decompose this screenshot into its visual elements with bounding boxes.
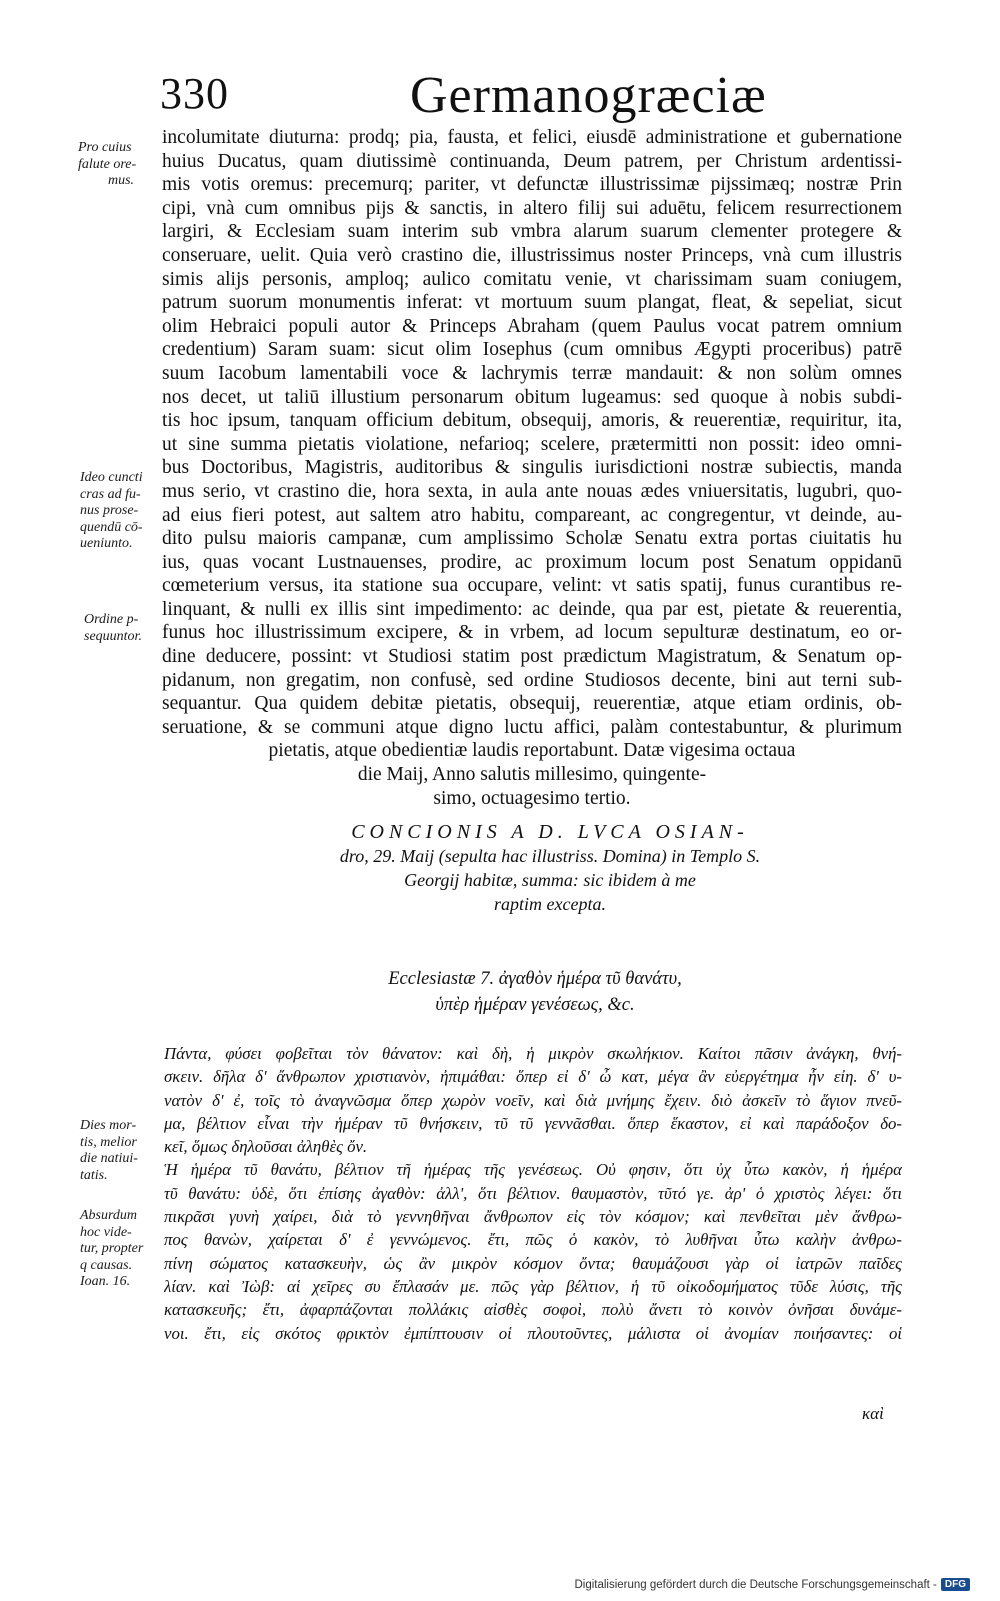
text-line: cipi, vnà cum omnibus pijs & sanctis, in altero filij sui aduētu, felicem resurrectionem xyxy=(162,197,902,219)
greek-line: νατὸν δ' ἐ, τοῖς τὸ ἀναγνῶσμα ὅπερ χωρὸν νοεῖν, καὶ διὰ μνήμης ἔχειν. διὸ ἀσκεῖν τὸ ἅγιον πνεῦ- xyxy=(164,1090,902,1110)
sermon-heading-line: CONCIONIS A D. LVCA OSIAN- xyxy=(351,821,749,843)
margin-note-line: Pro cuius xyxy=(78,140,132,155)
margin-note-line: die natiui- xyxy=(80,1151,138,1166)
text-line: dine deducere, possint: vt Studiosi statim post prædictum Magistratum, & Senatum op- xyxy=(162,646,902,668)
dfg-logo: DFG xyxy=(941,1578,970,1591)
greek-line: σκειν. δῆλα δ' ἄνθρωπον χριστιανὸν, ἠπιμάθαι: ὅπερ εἰ δ' ὦ κατ, μέγα ἂν εὐεργέτημα ἦν εἰη. δ' υ- xyxy=(164,1067,902,1087)
greek-body-text xyxy=(164,1042,902,1345)
text-line: huius Ducatus, quam diutissimè continuanda, Deum patrem, per Christum ardentissi- xyxy=(162,150,902,172)
margin-note-line: mus. xyxy=(108,173,135,188)
credit-text: Digitalisierung gefördert durch die Deutsche Forschungsgemeinschaft - xyxy=(574,1578,937,1591)
digitization-credit xyxy=(574,1578,970,1591)
catchword: καὶ xyxy=(862,1404,884,1423)
text-line: credentium) Saram suam: sicut olim Iosephus (cum omnibus Ægypti proceribus) patrē xyxy=(162,339,902,361)
text-line: ut sine summa pietatis violatione, nefarioq; scelere, prætermitti non possit: ideo omni- xyxy=(162,433,902,455)
text-line: suum Iacobum lamentabili voce & lachrymis terræ mandauit: & non solùm omnes xyxy=(162,362,902,384)
margin-note-line: quendū cō- xyxy=(80,519,143,535)
scripture-line: Ecclesiastæ 7. ἀγαθὸν ἡμέρα τῦ θανάτυ, xyxy=(388,969,682,989)
margin-note-line: hoc vide- xyxy=(80,1224,132,1240)
scripture-citation xyxy=(300,966,770,1018)
greek-line: πίνη σώματος κατασκευὴν, ὡς ἂν μικρὸν κόσμον ὄντα; θαυμάζουσι γὰρ οἱ ἰατρῶν παῖδες xyxy=(164,1253,902,1273)
text-line: seruatione, & se communi atque digno luctu affici, palàm contestabuntur, & plurimum xyxy=(162,716,902,738)
margin-note-line: sequuntor. xyxy=(84,628,142,644)
text-line: funus hoc illustrissimum excipere, & in vrbem, ad locum sepulturæ destinatum, eo or- xyxy=(162,622,902,644)
sermon-heading-line: Georgij habitæ, summa: sic ibidem à me xyxy=(404,870,696,890)
text-line: mis votis oremus: precemurq; pariter, vt defunctæ illustrissimæ pijssimæq; nostræ Prin xyxy=(162,174,902,196)
sermon-heading xyxy=(290,820,810,916)
margin-note-line: ueniunto. xyxy=(80,536,133,551)
text-line: nos decet, ut taliū illustium personarum obitum lugeamus: sed quoque à nobis subdi- xyxy=(162,386,902,408)
text-line: bus Doctoribus, Magistris, auditoribus & singulis iurisdictioni nostræ subiectis, manda xyxy=(162,457,902,479)
margin-note-line: Ordine p- xyxy=(84,612,139,627)
greek-line: τῦ θανάτυ: ὐδὲ, ὅτι ἐπίσης ἀγαθὸν: ἀλλ', ὅτι βέλτιον. θαυμαστὸν, τῦτό γε. ἀρ' ὁ χριστὸς λέγει: ὅτι xyxy=(164,1183,902,1203)
text-line: die Maij, Anno salutis millesimo, quingente- xyxy=(357,764,707,786)
page-number: 330 xyxy=(160,69,229,118)
greek-line: πικρᾶσι γυνὴ χαίρει, διὰ τὸ γεννηθῆναι ἄνθρωπον εἰς τὸν κόσμον; καὶ πενθεῖται μὲν ἄνθρω- xyxy=(164,1207,902,1227)
greek-line: νοι. ἔτι, εἰς σκότος φρικτὸν ἐμπίπτουσιν οἱ πλουτοῦντες, μάλιστα οἱ ἀνομίαν ποιήσαντες: οἱ xyxy=(164,1323,902,1343)
margin-note-line: tis, melior xyxy=(80,1134,137,1150)
margin-note-line: Absurdum xyxy=(80,1208,138,1223)
sermon-heading-line: raptim excepta. xyxy=(494,894,606,914)
greek-line: μα, βέλτιον εἶναι τὴν ἡμέραν τῦ θνήσκειν, τῦ τῦ γεννᾶσθαι. ὅπερ ἕκαστον, εἰ καὶ παράδοξον δο- xyxy=(164,1113,902,1133)
margin-note-line: Dies mor- xyxy=(80,1118,137,1133)
text-line: incolumitate diuturna: prodq; pia, fausta, et felici, eiusdē administratione et gubernatione xyxy=(162,127,902,148)
text-line: mus serio, vt crastino die, hora sexta, in aula ante nouas ædes vniuersitatis, lugubri, quo- xyxy=(162,480,902,502)
margin-note-dies-mortis xyxy=(80,1118,138,1184)
text-line: patrum suorum monumentis inferat: vt mortuum suum plangat, fleat, & sepeliat, sicut xyxy=(162,292,902,314)
text-line: dito pulsu maioris campanæ, cum amplissimo Scholæ Senatu extra portas ciuitatis hu xyxy=(162,528,902,550)
greek-line: Πάντα, φύσει φοβεῖται τὸν θάνατον: καὶ δὴ, ἡ μικρὸν σκωλήκιον. Καίτοι πᾶσιν ἀνάγκη, θνή- xyxy=(164,1044,902,1063)
margin-note-line: Ioan. 16. xyxy=(80,1274,131,1289)
margin-note-line: tur, propter xyxy=(80,1241,144,1256)
greek-line: κεῖ, ὅμως δηλοῦσαι ἀληθὲς ὄν. xyxy=(164,1137,368,1157)
margin-note-line: falute ore- xyxy=(78,156,137,172)
margin-note-pro-cuius xyxy=(78,140,136,190)
page-header xyxy=(160,68,880,128)
text-line: cœmeterium versus, ita statione sua occupare, velint: vt satis spatij, funus curantibus re- xyxy=(162,575,902,597)
margin-note-line: Ideo cuncti xyxy=(80,470,143,485)
margin-note-ideo-cuncti xyxy=(80,470,143,553)
text-line: conseruare, uelit. Quia verò crastino die, illustrissimus noster Princeps, vnà cum illustris xyxy=(162,244,902,266)
text-line: pietatis, atque obedientiæ laudis reportabunt. Datæ vigesima octaua xyxy=(268,740,796,762)
margin-note-ordine xyxy=(84,612,142,645)
greek-line: Ἡ ἡμέρα τῦ θανάτυ, βέλτιον τῆ ἡμέρας τῆς γενέσεως. Οὐ φησιν, ὅτι ὐχ ὗτω κακὸν, ἡ ἡμέρα xyxy=(164,1160,902,1180)
margin-note-absurdum xyxy=(80,1208,143,1291)
text-line: pidanum, non gregatim, non confusè, sed ordine Studiosos decente, bini aut terni sub- xyxy=(162,669,902,691)
greek-line: πος θανὼν, χαίρεται δ' ἐ γεννώμενος. ἔτι, πῶς ὁ κακὸν, τὸ λυθῆναι ὗτω καλὴν ἀνθρω- xyxy=(164,1230,902,1250)
margin-note-line: nus prose- xyxy=(80,503,139,518)
margin-note-line: cras ad fu- xyxy=(80,486,141,502)
greek-line: λίαν. καὶ Ἰὼβ: αἱ χεῖρες συ ἔπλασάν με. πῶς γὰρ βέλτιον, ἡ τῦ οἰκοδομήματος τῦδε λύσις, τῆς xyxy=(164,1276,902,1296)
running-title: Germanogræciæ xyxy=(410,67,767,124)
text-line: sequantur. Qua quidem debitæ pietatis, obsequij, reuerentiæ, atque etiam ordinis, ob- xyxy=(162,693,902,715)
sermon-heading-line: dro, 29. Maij (sepulta hac illustriss. Domina) in Templo S. xyxy=(339,846,761,866)
text-line: simo, octuagesimo tertio. xyxy=(433,787,631,809)
text-line: ad eius fieri potest, aut saltem atro habitu, compareant, ac congregentur, vt deinde, au- xyxy=(162,504,902,526)
margin-note-line: q causas. xyxy=(80,1257,133,1273)
text-line: ius, quas vocant Lustnauenses, prodire, ac proximum locum post Senatum oppidanū xyxy=(162,551,902,573)
text-line: tis hoc ipsum, tanquam officium debitum, obsequij, amoris, & reuerentiæ, requiritur, ita, xyxy=(162,410,902,432)
text-line: simis alijs personis, amploq; aulico comitatu venie, vt charissimam suam coniugem, xyxy=(162,268,902,290)
scripture-line: ὑπὲρ ἡμέραν γενέσεως, &c. xyxy=(435,995,635,1015)
text-line: linquant, & nulli ex illis sint impedimento: ac deinde, qua par est, pietate & reuerentia, xyxy=(162,598,902,620)
greek-line: κατασκευῆς; ἔτι, ἀφαρπάζονται πολλάκις αἰσθὲς σοφοὶ, πολὺ ἄνετι τὸ κοινὸν ὀνῆσαι δυνάμε- xyxy=(164,1300,902,1320)
text-line: largiri, & Ecclesiam suam interim sub vmbra alarum suarum clementer protegere & xyxy=(162,221,902,243)
latin-body-text xyxy=(162,126,902,810)
margin-note-line: tatis. xyxy=(80,1167,108,1183)
text-line: olim Hebraici populi autor & Princeps Abraham (quem Paulus vocat patrem omnium xyxy=(162,315,902,337)
